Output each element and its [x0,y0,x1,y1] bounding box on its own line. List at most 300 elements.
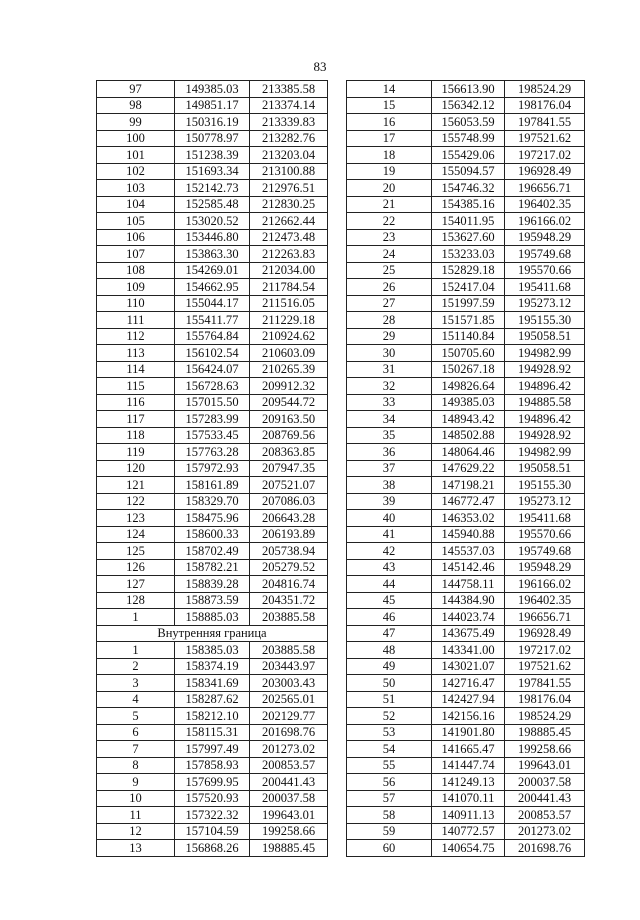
point-number-cell: 7 [97,741,175,758]
table-row [347,642,585,659]
table-row [97,444,328,461]
y-coordinate-cell: 203885.58 [250,642,328,659]
y-coordinate-cell: 195273.12 [505,295,585,312]
y-coordinate-cell: 195570.66 [505,262,585,279]
table-row [347,427,585,444]
x-coordinate-cell: 151140.84 [432,328,505,345]
point-number-cell: 43 [347,559,432,576]
table-row [347,477,585,494]
point-number-cell: 105 [97,213,175,230]
table-row [347,741,585,758]
point-number-cell: 28 [347,312,432,329]
point-number-cell: 59 [347,823,432,840]
x-coordinate-cell: 142427.94 [432,691,505,708]
table-row [347,708,585,725]
table-row [347,510,585,527]
y-coordinate-cell: 200037.58 [505,774,585,791]
point-number-cell: 31 [347,361,432,378]
x-coordinate-cell: 142716.47 [432,675,505,692]
point-number-cell: 107 [97,246,175,263]
table-row [97,477,328,494]
table-row [97,411,328,428]
y-coordinate-cell: 212263.83 [250,246,328,263]
table-row [347,592,585,609]
table-row [347,246,585,263]
y-coordinate-cell: 199643.01 [250,807,328,824]
x-coordinate-cell: 158782.21 [175,559,250,576]
point-number-cell: 99 [97,114,175,131]
table-row [97,114,328,131]
y-coordinate-cell: 194982.99 [505,345,585,362]
x-coordinate-cell: 147198.21 [432,477,505,494]
y-coordinate-cell: 205279.52 [250,559,328,576]
point-number-cell: 15 [347,97,432,114]
x-coordinate-cell: 158839.28 [175,576,250,593]
coordinates-table-right [346,80,585,857]
table-row [97,741,328,758]
point-number-cell: 17 [347,130,432,147]
table-row [97,823,328,840]
point-number-cell: 127 [97,576,175,593]
y-coordinate-cell: 196402.35 [505,592,585,609]
point-number-cell: 10 [97,790,175,807]
y-coordinate-cell: 199258.66 [250,823,328,840]
page-number: 83 [313,59,327,74]
table-row [97,543,328,560]
y-coordinate-cell: 196928.49 [505,625,585,642]
x-coordinate-cell: 154011.95 [432,213,505,230]
y-coordinate-cell: 197217.02 [505,642,585,659]
table-row [97,262,328,279]
table-row [97,147,328,164]
table-row [347,279,585,296]
table-row [97,361,328,378]
y-coordinate-cell: 207086.03 [250,493,328,510]
y-coordinate-cell: 195273.12 [505,493,585,510]
point-number-cell: 24 [347,246,432,263]
point-number-cell: 23 [347,229,432,246]
y-coordinate-cell: 208363.85 [250,444,328,461]
point-number-cell: 30 [347,345,432,362]
y-coordinate-cell: 201273.02 [505,823,585,840]
point-number-cell: 125 [97,543,175,560]
y-coordinate-cell: 196928.49 [505,163,585,180]
point-number-cell: 100 [97,130,175,147]
point-number-cell: 110 [97,295,175,312]
y-coordinate-cell: 197521.62 [505,658,585,675]
y-coordinate-cell: 213374.14 [250,97,328,114]
table-row [347,790,585,807]
y-coordinate-cell: 195155.30 [505,312,585,329]
point-number-cell: 115 [97,378,175,395]
y-coordinate-cell: 198176.04 [505,97,585,114]
y-coordinate-cell: 213203.04 [250,147,328,164]
x-coordinate-cell: 157104.59 [175,823,250,840]
table-row [97,757,328,774]
table-row [97,774,328,791]
x-coordinate-cell: 145537.03 [432,543,505,560]
x-coordinate-cell: 141447.74 [432,757,505,774]
y-coordinate-cell: 200853.57 [250,757,328,774]
y-coordinate-cell: 195058.51 [505,328,585,345]
x-coordinate-cell: 144023.74 [432,609,505,626]
y-coordinate-cell: 207521.07 [250,477,328,494]
x-coordinate-cell: 154662.95 [175,279,250,296]
table-row [97,790,328,807]
y-coordinate-cell: 195411.68 [505,510,585,527]
x-coordinate-cell: 143341.00 [432,642,505,659]
y-coordinate-cell: 195749.68 [505,246,585,263]
y-coordinate-cell: 206643.28 [250,510,328,527]
table-row [347,609,585,626]
point-number-cell: 29 [347,328,432,345]
point-number-cell: 32 [347,378,432,395]
point-number-cell: 104 [97,196,175,213]
y-coordinate-cell: 195749.68 [505,543,585,560]
x-coordinate-cell: 158212.10 [175,708,250,725]
point-number-cell: 16 [347,114,432,131]
point-number-cell: 60 [347,840,432,857]
table-row [97,180,328,197]
x-coordinate-cell: 158161.89 [175,477,250,494]
y-coordinate-cell: 213385.58 [250,81,328,98]
point-number-cell: 3 [97,675,175,692]
x-coordinate-cell: 157997.49 [175,741,250,758]
y-coordinate-cell: 203885.58 [250,609,328,626]
table-row [347,196,585,213]
point-number-cell: 4 [97,691,175,708]
x-coordinate-cell: 152585.48 [175,196,250,213]
point-number-cell: 118 [97,427,175,444]
x-coordinate-cell: 157283.99 [175,411,250,428]
point-number-cell: 20 [347,180,432,197]
point-number-cell: 27 [347,295,432,312]
point-number-cell: 44 [347,576,432,593]
table-row [97,642,328,659]
table-row [97,691,328,708]
table-row [347,130,585,147]
y-coordinate-cell: 209912.32 [250,378,328,395]
point-number-cell: 120 [97,460,175,477]
y-coordinate-cell: 194928.92 [505,361,585,378]
x-coordinate-cell: 149851.17 [175,97,250,114]
x-coordinate-cell: 140772.57 [432,823,505,840]
table-row [347,543,585,560]
x-coordinate-cell: 153627.60 [432,229,505,246]
y-coordinate-cell: 196166.02 [505,213,585,230]
y-coordinate-cell: 200037.58 [250,790,328,807]
y-coordinate-cell: 208769.56 [250,427,328,444]
point-number-cell: 123 [97,510,175,527]
point-number-cell: 8 [97,757,175,774]
table-row [97,279,328,296]
y-coordinate-cell: 206193.89 [250,526,328,543]
y-coordinate-cell: 200853.57 [505,807,585,824]
table-row [97,312,328,329]
table-row [97,345,328,362]
x-coordinate-cell: 149826.64 [432,378,505,395]
table-row [97,163,328,180]
point-number-cell: 39 [347,493,432,510]
point-number-cell: 2 [97,658,175,675]
x-coordinate-cell: 150778.97 [175,130,250,147]
table-row [347,262,585,279]
point-number-cell: 38 [347,477,432,494]
y-coordinate-cell: 209544.72 [250,394,328,411]
point-number-cell: 114 [97,361,175,378]
y-coordinate-cell: 197217.02 [505,147,585,164]
x-coordinate-cell: 158329.70 [175,493,250,510]
x-coordinate-cell: 147629.22 [432,460,505,477]
table-row [97,328,328,345]
x-coordinate-cell: 157015.50 [175,394,250,411]
y-coordinate-cell: 202129.77 [250,708,328,725]
table-row [347,658,585,675]
x-coordinate-cell: 158385.03 [175,642,250,659]
point-number-cell: 128 [97,592,175,609]
x-coordinate-cell: 140654.75 [432,840,505,857]
section-header-row [97,625,328,642]
x-coordinate-cell: 141901.80 [432,724,505,741]
point-number-cell: 112 [97,328,175,345]
table-row [347,493,585,510]
x-coordinate-cell: 151693.34 [175,163,250,180]
y-coordinate-cell: 195411.68 [505,279,585,296]
x-coordinate-cell: 141070.11 [432,790,505,807]
table-row [347,625,585,642]
point-number-cell: 58 [347,807,432,824]
y-coordinate-cell: 210265.39 [250,361,328,378]
x-coordinate-cell: 157533.45 [175,427,250,444]
table-row [347,724,585,741]
y-coordinate-cell: 197841.55 [505,675,585,692]
point-number-cell: 26 [347,279,432,296]
point-number-cell: 54 [347,741,432,758]
point-number-cell: 9 [97,774,175,791]
y-coordinate-cell: 194885.58 [505,394,585,411]
point-number-cell: 97 [97,81,175,98]
table-row [97,840,328,857]
table-row [347,163,585,180]
y-coordinate-cell: 194928.92 [505,427,585,444]
point-number-cell: 121 [97,477,175,494]
table-row [347,757,585,774]
x-coordinate-cell: 158475.96 [175,510,250,527]
point-number-cell: 47 [347,625,432,642]
point-number-cell: 103 [97,180,175,197]
point-number-cell: 41 [347,526,432,543]
table-row [97,460,328,477]
x-coordinate-cell: 151571.85 [432,312,505,329]
x-coordinate-cell: 157520.93 [175,790,250,807]
point-number-cell: 116 [97,394,175,411]
y-coordinate-cell: 194896.42 [505,378,585,395]
point-number-cell: 18 [347,147,432,164]
table-row [97,493,328,510]
table-row [97,295,328,312]
point-number-cell: 12 [97,823,175,840]
y-coordinate-cell: 199258.66 [505,741,585,758]
point-number-cell: 19 [347,163,432,180]
x-coordinate-cell: 149385.03 [432,394,505,411]
coordinates-table-left [96,80,328,857]
y-coordinate-cell: 200441.43 [505,790,585,807]
y-coordinate-cell: 195058.51 [505,460,585,477]
table-row [347,147,585,164]
x-coordinate-cell: 150267.18 [432,361,505,378]
table-row [97,378,328,395]
y-coordinate-cell: 201698.76 [250,724,328,741]
x-coordinate-cell: 157322.32 [175,807,250,824]
y-coordinate-cell: 195948.29 [505,229,585,246]
table-row [97,609,328,626]
x-coordinate-cell: 155764.84 [175,328,250,345]
y-coordinate-cell: 209163.50 [250,411,328,428]
point-number-cell: 53 [347,724,432,741]
table-row [347,394,585,411]
table-row [347,213,585,230]
y-coordinate-cell: 195948.29 [505,559,585,576]
x-coordinate-cell: 154269.01 [175,262,250,279]
y-coordinate-cell: 196656.71 [505,180,585,197]
point-number-cell: 37 [347,460,432,477]
x-coordinate-cell: 148943.42 [432,411,505,428]
table-row [347,81,585,98]
point-number-cell: 13 [97,840,175,857]
table-row [347,559,585,576]
point-number-cell: 51 [347,691,432,708]
y-coordinate-cell: 196166.02 [505,576,585,593]
point-number-cell: 42 [347,543,432,560]
x-coordinate-cell: 158702.49 [175,543,250,560]
y-coordinate-cell: 203003.43 [250,675,328,692]
x-coordinate-cell: 149385.03 [175,81,250,98]
y-coordinate-cell: 207947.35 [250,460,328,477]
y-coordinate-cell: 196402.35 [505,196,585,213]
x-coordinate-cell: 152829.18 [432,262,505,279]
table-row [347,807,585,824]
point-number-cell: 36 [347,444,432,461]
x-coordinate-cell: 151238.39 [175,147,250,164]
y-coordinate-cell: 212473.48 [250,229,328,246]
y-coordinate-cell: 198176.04 [505,691,585,708]
y-coordinate-cell: 204816.74 [250,576,328,593]
table-row [97,229,328,246]
y-coordinate-cell: 195155.30 [505,477,585,494]
table-row [347,675,585,692]
table-row [97,724,328,741]
x-coordinate-cell: 141665.47 [432,741,505,758]
point-number-cell: 11 [97,807,175,824]
y-coordinate-cell: 202565.01 [250,691,328,708]
table-row [97,81,328,98]
x-coordinate-cell: 145940.88 [432,526,505,543]
y-coordinate-cell: 210924.62 [250,328,328,345]
x-coordinate-cell: 150705.60 [432,345,505,362]
y-coordinate-cell: 212034.00 [250,262,328,279]
y-coordinate-cell: 199643.01 [505,757,585,774]
y-coordinate-cell: 195570.66 [505,526,585,543]
y-coordinate-cell: 198885.45 [250,840,328,857]
x-coordinate-cell: 155044.17 [175,295,250,312]
point-number-cell: 113 [97,345,175,362]
x-coordinate-cell: 155748.99 [432,130,505,147]
table-row [347,229,585,246]
y-coordinate-cell: 194896.42 [505,411,585,428]
x-coordinate-cell: 156613.90 [432,81,505,98]
point-number-cell: 126 [97,559,175,576]
point-number-cell: 1 [97,609,175,626]
point-number-cell: 57 [347,790,432,807]
x-coordinate-cell: 151997.59 [432,295,505,312]
point-number-cell: 122 [97,493,175,510]
y-coordinate-cell: 212830.25 [250,196,328,213]
x-coordinate-cell: 154385.16 [432,196,505,213]
x-coordinate-cell: 153863.30 [175,246,250,263]
y-coordinate-cell: 211229.18 [250,312,328,329]
point-number-cell: 34 [347,411,432,428]
point-number-cell: 108 [97,262,175,279]
table-row [97,394,328,411]
y-coordinate-cell: 213282.76 [250,130,328,147]
x-coordinate-cell: 155094.57 [432,163,505,180]
y-coordinate-cell: 200441.43 [250,774,328,791]
x-coordinate-cell: 158600.33 [175,526,250,543]
table-row [97,576,328,593]
table-row [347,180,585,197]
x-coordinate-cell: 146772.47 [432,493,505,510]
point-number-cell: 109 [97,279,175,296]
table-row [97,510,328,527]
table-row [347,345,585,362]
y-coordinate-cell: 194982.99 [505,444,585,461]
table-row [97,196,328,213]
y-coordinate-cell: 211516.05 [250,295,328,312]
x-coordinate-cell: 144384.90 [432,592,505,609]
y-coordinate-cell: 203443.97 [250,658,328,675]
point-number-cell: 55 [347,757,432,774]
point-number-cell: 111 [97,312,175,329]
x-coordinate-cell: 145142.46 [432,559,505,576]
y-coordinate-cell: 205738.94 [250,543,328,560]
x-coordinate-cell: 158287.62 [175,691,250,708]
point-number-cell: 102 [97,163,175,180]
point-number-cell: 117 [97,411,175,428]
point-number-cell: 35 [347,427,432,444]
table-row [97,658,328,675]
y-coordinate-cell: 197521.62 [505,130,585,147]
x-coordinate-cell: 156868.26 [175,840,250,857]
table-row [347,361,585,378]
point-number-cell: 106 [97,229,175,246]
x-coordinate-cell: 158374.19 [175,658,250,675]
table-row [347,576,585,593]
x-coordinate-cell: 153446.80 [175,229,250,246]
point-number-cell: 98 [97,97,175,114]
table-row [97,246,328,263]
y-coordinate-cell: 211784.54 [250,279,328,296]
table-row [347,444,585,461]
y-coordinate-cell: 198885.45 [505,724,585,741]
point-number-cell: 124 [97,526,175,543]
x-coordinate-cell: 157699.95 [175,774,250,791]
table-row [347,378,585,395]
table-row [347,823,585,840]
x-coordinate-cell: 148064.46 [432,444,505,461]
x-coordinate-cell: 156424.07 [175,361,250,378]
point-number-cell: 45 [347,592,432,609]
point-number-cell: 48 [347,642,432,659]
